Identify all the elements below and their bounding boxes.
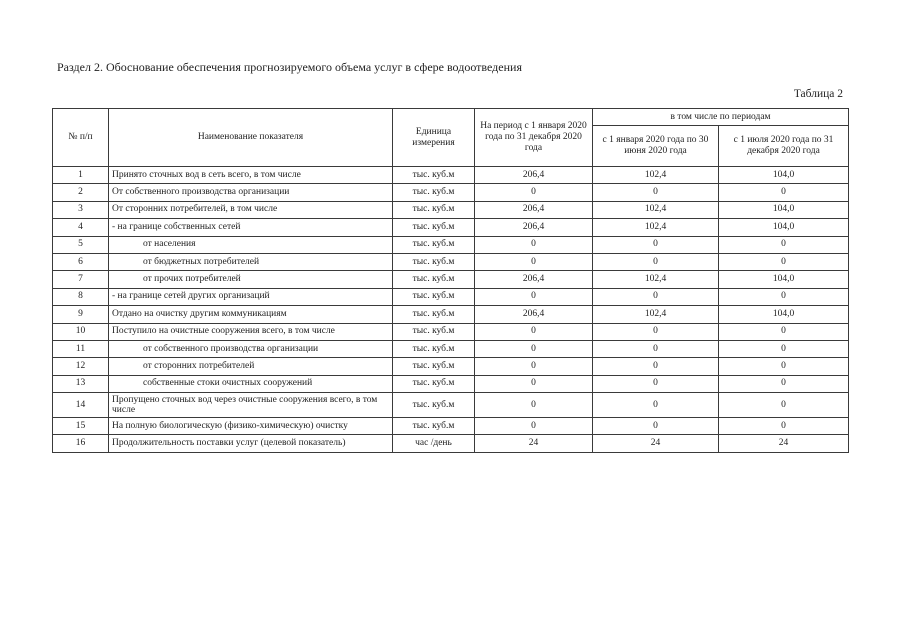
row-num: 5 <box>53 236 109 253</box>
row-first-half: 0 <box>593 323 719 340</box>
row-second-half: 24 <box>719 435 849 452</box>
row-num: 11 <box>53 340 109 357</box>
table-row <box>53 393 849 418</box>
table-row <box>53 435 849 452</box>
row-first-half: 102,4 <box>593 271 719 288</box>
row-num: 14 <box>53 393 109 418</box>
row-name: Пропущено сточных вод через очистные сооружения всего, в том числе <box>109 393 393 418</box>
row-unit: тыс. куб.м <box>393 288 475 305</box>
table-row <box>53 271 849 288</box>
row-total: 0 <box>475 253 593 270</box>
row-second-half: 0 <box>719 323 849 340</box>
row-total: 206,4 <box>475 201 593 218</box>
row-total: 0 <box>475 236 593 253</box>
row-unit: тыс. куб.м <box>393 306 475 323</box>
row-first-half: 0 <box>593 236 719 253</box>
row-name: от собственного производства организации <box>109 340 393 357</box>
row-num: 10 <box>53 323 109 340</box>
row-second-half: 104,0 <box>719 271 849 288</box>
row-name: Отдано на очистку другим коммуникациям <box>109 306 393 323</box>
row-name: Поступило на очистные сооружения всего, в том числе <box>109 323 393 340</box>
row-unit: тыс. куб.м <box>393 393 475 418</box>
row-unit: тыс. куб.м <box>393 358 475 375</box>
table-row <box>53 358 849 375</box>
row-unit: тыс. куб.м <box>393 271 475 288</box>
row-unit: тыс. куб.м <box>393 219 475 236</box>
row-unit: тыс. куб.м <box>393 340 475 357</box>
row-second-half: 0 <box>719 253 849 270</box>
row-name: На полную биологическую (физико-химическую) очистку <box>109 418 393 435</box>
table-row <box>53 418 849 435</box>
row-name: собственные стоки очистных сооружений <box>109 375 393 392</box>
header-unit: Единица измерения <box>393 109 475 167</box>
row-unit: тыс. куб.м <box>393 323 475 340</box>
row-num: 4 <box>53 219 109 236</box>
row-first-half: 0 <box>593 358 719 375</box>
table-row <box>53 340 849 357</box>
row-total: 0 <box>475 288 593 305</box>
row-second-half: 0 <box>719 418 849 435</box>
row-second-half: 104,0 <box>719 219 849 236</box>
table-row <box>53 306 849 323</box>
row-name: Принято сточных вод в сеть всего, в том числе <box>109 167 393 184</box>
row-first-half: 0 <box>593 418 719 435</box>
row-first-half: 0 <box>593 375 719 392</box>
table-row <box>53 375 849 392</box>
row-first-half: 102,4 <box>593 306 719 323</box>
table-label: Таблица 2 <box>793 88 843 100</box>
table-row <box>53 201 849 218</box>
row-first-half: 102,4 <box>593 167 719 184</box>
row-total: 206,4 <box>475 167 593 184</box>
row-second-half: 0 <box>719 375 849 392</box>
row-num: 7 <box>53 271 109 288</box>
row-total: 0 <box>475 358 593 375</box>
row-total: 0 <box>475 323 593 340</box>
row-name: - на границе собственных сетей <box>109 219 393 236</box>
row-first-half: 102,4 <box>593 219 719 236</box>
row-second-half: 0 <box>719 340 849 357</box>
row-unit: тыс. куб.м <box>393 184 475 201</box>
row-num: 9 <box>53 306 109 323</box>
row-first-half: 0 <box>593 288 719 305</box>
row-total: 206,4 <box>475 219 593 236</box>
row-total: 206,4 <box>475 306 593 323</box>
row-unit: час /день <box>393 435 475 452</box>
row-total: 0 <box>475 184 593 201</box>
table-row <box>53 219 849 236</box>
row-first-half: 0 <box>593 184 719 201</box>
row-num: 12 <box>53 358 109 375</box>
row-second-half: 0 <box>719 236 849 253</box>
table-row <box>53 184 849 201</box>
indicators-table <box>52 108 849 453</box>
header-sub2: с 1 июля 2020 года по 31 декабря 2020 года <box>719 126 849 167</box>
row-second-half: 104,0 <box>719 201 849 218</box>
row-name: От сторонних потребителей, в том числе <box>109 201 393 218</box>
header-subperiods-group: в том числе по периодам <box>593 109 849 126</box>
row-total: 206,4 <box>475 271 593 288</box>
header-period: На период с 1 января 2020 года по 31 декабря 2020 года <box>475 109 593 167</box>
row-second-half: 0 <box>719 288 849 305</box>
row-num: 6 <box>53 253 109 270</box>
row-num: 13 <box>53 375 109 392</box>
row-first-half: 0 <box>593 340 719 357</box>
row-unit: тыс. куб.м <box>393 253 475 270</box>
row-total: 0 <box>475 375 593 392</box>
row-name: Продолжительность поставки услуг (целевой показатель) <box>109 435 393 452</box>
row-second-half: 0 <box>719 184 849 201</box>
table-row <box>53 288 849 305</box>
row-unit: тыс. куб.м <box>393 236 475 253</box>
row-name: от прочих потребителей <box>109 271 393 288</box>
row-total: 0 <box>475 418 593 435</box>
row-num: 16 <box>53 435 109 452</box>
row-second-half: 104,0 <box>719 306 849 323</box>
row-total: 0 <box>475 340 593 357</box>
table-row <box>53 253 849 270</box>
table-body <box>53 167 849 453</box>
row-num: 2 <box>53 184 109 201</box>
header-name: Наименование показателя <box>109 109 393 167</box>
row-num: 3 <box>53 201 109 218</box>
row-first-half: 0 <box>593 253 719 270</box>
row-name: - на границе сетей других организаций <box>109 288 393 305</box>
row-second-half: 0 <box>719 358 849 375</box>
row-unit: тыс. куб.м <box>393 201 475 218</box>
section-title: Раздел 2. Обоснование обеспечения прогнозируемого объема услуг в сфере водоотведения <box>57 60 522 74</box>
header-sub1: с 1 января 2020 года по 30 июня 2020 года <box>593 126 719 167</box>
row-total: 24 <box>475 435 593 452</box>
row-name: от бюджетных потребителей <box>109 253 393 270</box>
row-unit: тыс. куб.м <box>393 167 475 184</box>
row-num: 15 <box>53 418 109 435</box>
row-first-half: 24 <box>593 435 719 452</box>
row-name: от населения <box>109 236 393 253</box>
row-name: от сторонних потребителей <box>109 358 393 375</box>
row-total: 0 <box>475 393 593 418</box>
table-row <box>53 236 849 253</box>
row-second-half: 0 <box>719 393 849 418</box>
row-second-half: 104,0 <box>719 167 849 184</box>
table-row <box>53 167 849 184</box>
table-row <box>53 323 849 340</box>
row-first-half: 102,4 <box>593 201 719 218</box>
row-first-half: 0 <box>593 393 719 418</box>
header-num: № п/п <box>53 109 109 167</box>
row-num: 8 <box>53 288 109 305</box>
row-unit: тыс. куб.м <box>393 375 475 392</box>
row-num: 1 <box>53 167 109 184</box>
row-name: От собственного производства организации <box>109 184 393 201</box>
row-unit: тыс. куб.м <box>393 418 475 435</box>
